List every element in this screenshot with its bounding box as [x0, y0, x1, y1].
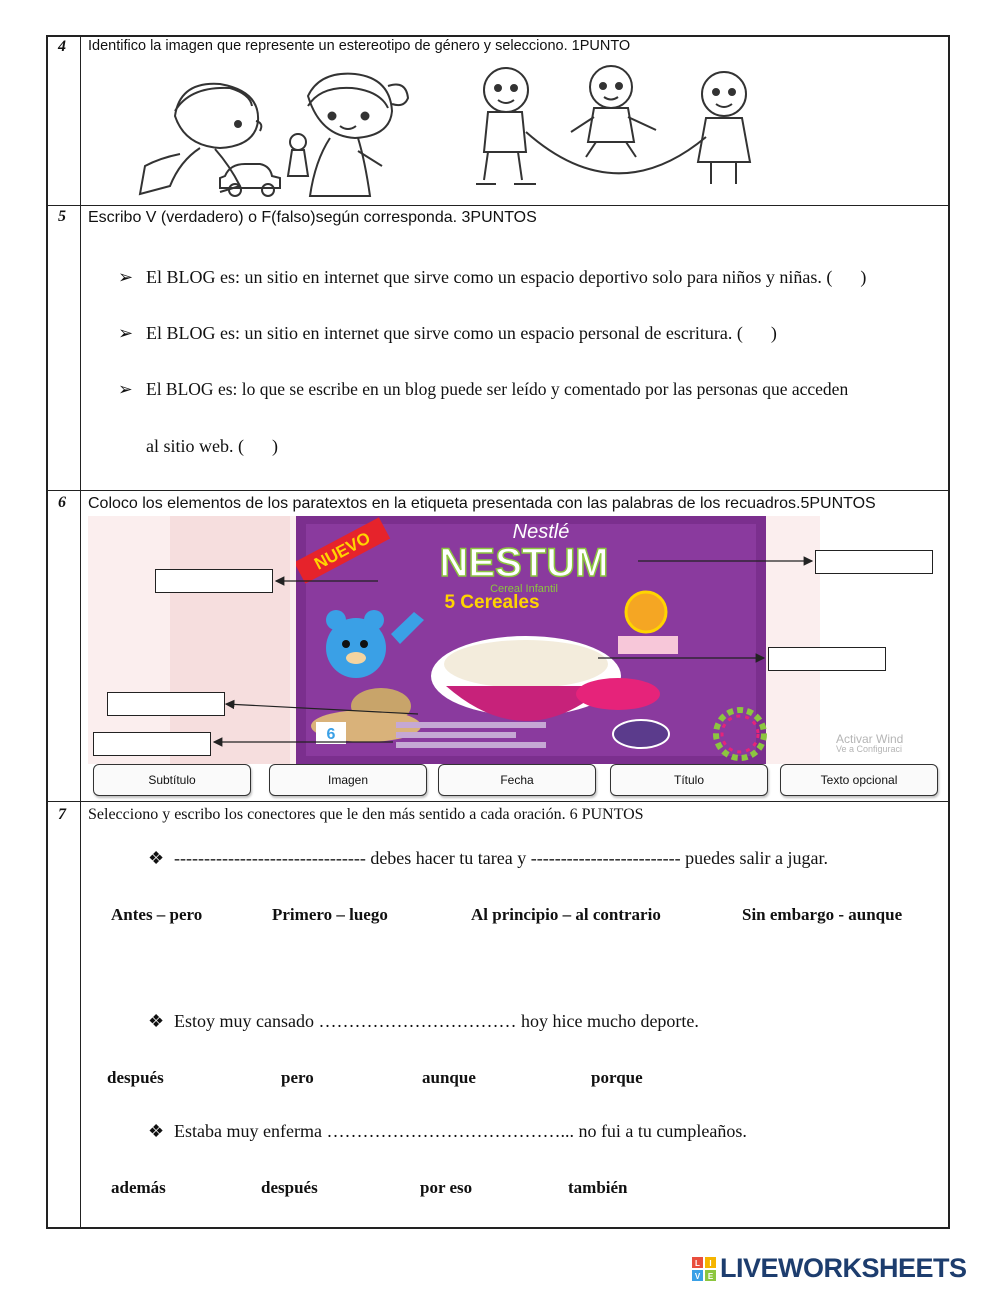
number-column-divider	[80, 35, 81, 1229]
diamond-bullet-icon: ❖	[148, 848, 165, 868]
sentence-text[interactable]: -------------------------------- debes hacer tu tarea y ------------------------- puedes salir a jugar.	[174, 848, 829, 868]
answer-box-left-top[interactable]	[155, 569, 273, 593]
connector-option[interactable]: Primero – luego	[272, 905, 388, 924]
answer-box-left-middle[interactable]	[107, 692, 225, 716]
statement-3	[118, 379, 848, 400]
answer-box-left-bottom[interactable]	[93, 732, 211, 756]
arrow-bullet-icon: ➢	[118, 323, 134, 343]
diamond-bullet-icon: ❖	[148, 1121, 165, 1141]
statement-2	[118, 323, 777, 344]
logo-mark-letter: E	[707, 1272, 714, 1281]
variant-text: 5 Cereales	[444, 592, 540, 613]
kids-playing-cars-dolls-image[interactable]	[120, 66, 438, 202]
label-titulo-button[interactable]: Título	[610, 764, 768, 796]
sentence-1	[148, 848, 828, 869]
badge-text: NUEVO	[311, 528, 374, 574]
connector-option[interactable]: por eso	[420, 1178, 473, 1197]
answer-box-right-middle[interactable]	[768, 647, 886, 671]
row-divider	[46, 490, 950, 491]
sentence-2	[148, 1011, 699, 1032]
sentence-text[interactable]: Estaba muy enferma …………………………………... no fui a tu cumpleaños.	[174, 1121, 747, 1141]
brand-text: Nestlé	[512, 521, 570, 543]
statement-text: El BLOG es: un sitio en internet que sirve como un espacio personal de escritura. (	[146, 323, 743, 343]
diamond-bullet-icon: ❖	[148, 1011, 165, 1031]
question-6-instruction: Coloco los elementos de los paratextos en la etiqueta presentada con las palabras de los recuadros.5PUNTOS	[88, 495, 876, 512]
liveworksheets-logo-icon	[692, 1257, 716, 1281]
connector-option[interactable]: Antes – pero	[111, 905, 203, 924]
question-7-instruction: Selecciono y escribo los conectores que le den más sentido a cada oración. 6 PUNTOS	[88, 806, 644, 823]
answer-box-right-top[interactable]	[815, 550, 933, 574]
sentence-3	[148, 1121, 747, 1142]
label-texto-opcional-button[interactable]: Texto opcional	[780, 764, 938, 796]
connector-option[interactable]: después	[261, 1178, 318, 1197]
liveworksheets-logo-text[interactable]: LIVEWORKSHEETS	[720, 1253, 967, 1283]
title-text: NESTUM	[439, 541, 609, 585]
connector-option[interactable]: después	[107, 1068, 164, 1087]
connector-option[interactable]: también	[568, 1178, 628, 1197]
statement-1	[118, 267, 866, 288]
statement-3-continued	[146, 436, 278, 457]
subtitle-text: Cereal Infantil	[490, 583, 558, 595]
kids-jumping-rope-image[interactable]	[466, 62, 756, 194]
logo-mark-letter: V	[694, 1272, 701, 1281]
statement-text: El BLOG es: lo que se escribe en un blog puede ser leído y comentado por las personas que acceden	[146, 379, 849, 399]
row-divider	[46, 801, 950, 802]
statement-text: al sitio web. (	[146, 436, 244, 456]
watermark-line: Ve a Configuraci	[836, 744, 903, 754]
close-paren: )	[271, 436, 278, 456]
close-paren: )	[770, 323, 777, 343]
connector-option[interactable]: Al principio – al contrario	[471, 905, 661, 924]
connector-option[interactable]: Sin embargo - aunque	[742, 905, 903, 924]
connector-option[interactable]: aunque	[422, 1068, 476, 1087]
logo-mark-letter: L	[695, 1259, 700, 1268]
question-number: 5	[58, 208, 66, 225]
label-subtitulo-button[interactable]: Subtítulo	[93, 764, 251, 796]
age-text: 6	[326, 726, 336, 743]
label-imagen-button[interactable]: Imagen	[269, 764, 427, 796]
arrow-bullet-icon: ➢	[118, 379, 133, 399]
question-number: 4	[58, 38, 66, 55]
question-4-instruction: Identifico la imagen que represente un estereotipo de género y selecciono. 1PUNTO	[88, 38, 631, 54]
question-5-instruction: Escribo V (verdadero) o F(falso)según corresponda. 3PUNTOS	[88, 209, 537, 226]
connector-option[interactable]: además	[111, 1178, 166, 1197]
statement-text: El BLOG es: un sitio en internet que sirve como un espacio deportivo solo para niños y niñas. (	[146, 267, 833, 287]
arrow-bullet-icon: ➢	[118, 267, 134, 287]
question-number: 6	[58, 494, 66, 511]
connector-option[interactable]: pero	[281, 1068, 314, 1087]
sentence-text[interactable]: Estoy muy cansado …………………………… hoy hice mucho deporte.	[174, 1011, 699, 1031]
logo-mark-letter: I	[709, 1259, 712, 1268]
watermark-line: Activar Wind	[836, 732, 904, 746]
row-divider	[46, 205, 950, 206]
connector-option[interactable]: porque	[591, 1068, 643, 1087]
close-paren: )	[860, 267, 867, 287]
question-number: 7	[58, 806, 66, 823]
label-fecha-button[interactable]: Fecha	[438, 764, 596, 796]
